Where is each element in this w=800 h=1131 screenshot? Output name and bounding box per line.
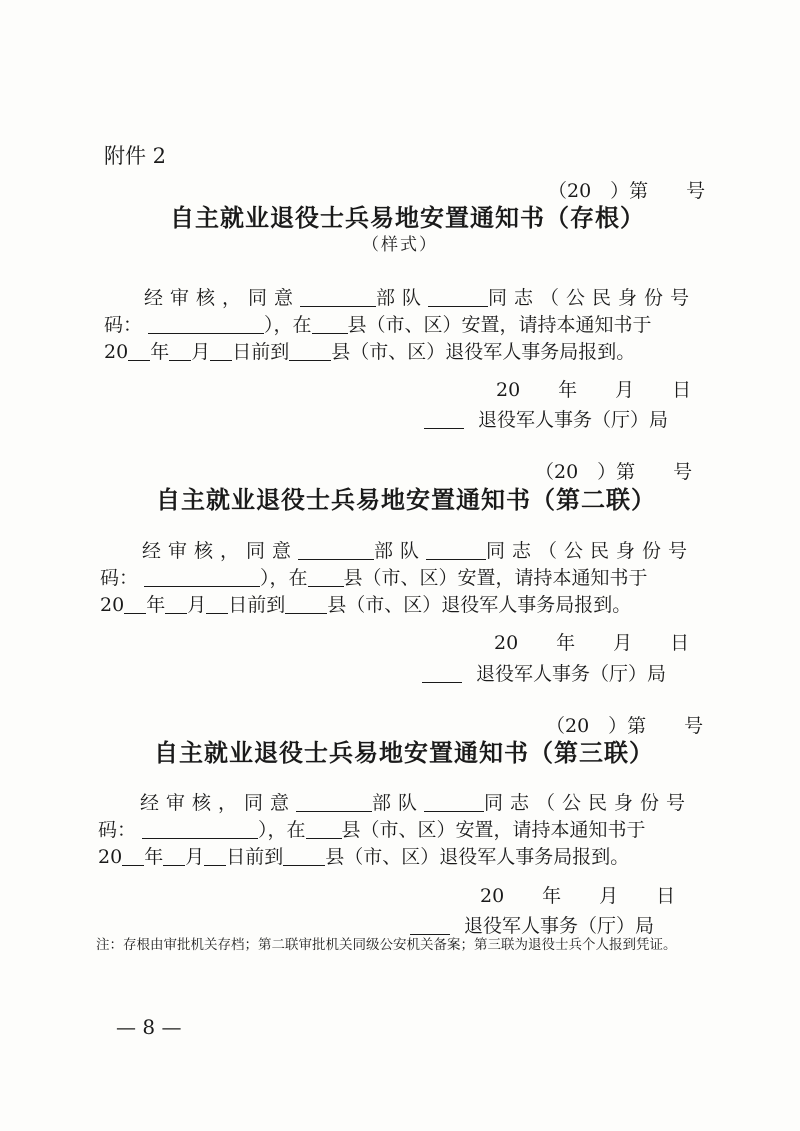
body-text: ），在 <box>264 314 312 336</box>
blank-year <box>122 847 144 866</box>
body-text: 码： <box>98 819 137 841</box>
blank-name <box>424 793 484 812</box>
notice-title: 自主就业退役士兵易地安置通知书（第二联） <box>156 485 656 514</box>
body-text: 县（市、区）退役军人事务局报到。 <box>327 594 632 616</box>
body-line-1 <box>144 283 696 310</box>
document-number-line: （20 ）第 号 <box>546 715 704 737</box>
blank-day <box>210 342 232 361</box>
blank-county <box>308 568 344 587</box>
body-text: 20 <box>100 594 125 616</box>
footnote: 注：存根由审批机关存档；第二联审批机关同级公安机关备案；第三联为退役士兵个人报到凭证。 <box>96 937 677 953</box>
blank-county <box>306 820 342 839</box>
body-text: 经审核，同意 <box>140 792 297 814</box>
body-text: 年 <box>144 846 164 868</box>
body-text: 年 <box>146 594 166 616</box>
notice-title: 自主就业退役士兵易地安置通知书（存根） <box>170 203 645 232</box>
body-text: 县（市、区）安置，请持本通知书于 <box>347 314 652 336</box>
blank-report-county <box>283 847 325 866</box>
blank-year <box>128 342 150 361</box>
blank-month <box>163 847 185 866</box>
body-text: 月 <box>185 846 205 868</box>
body-text: 县（市、区）安置，请持本通知书于 <box>343 567 648 589</box>
body-text: 部队 <box>374 540 427 562</box>
body-text: ），在 <box>260 567 308 589</box>
blank-name <box>428 288 488 307</box>
body-text: 县（市、区）安置，请持本通知书于 <box>341 819 646 841</box>
body-text: 同志（公民身份号 <box>486 540 695 562</box>
blank-unit <box>296 793 372 812</box>
blank-office <box>422 664 462 683</box>
blank-office <box>424 410 464 429</box>
blank-office <box>410 916 450 935</box>
issuing-office-line <box>424 405 668 432</box>
body-text: 部队 <box>376 287 429 309</box>
body-text: 月 <box>187 594 207 616</box>
blank-year <box>124 595 146 614</box>
notice-title: 自主就业退役士兵易地安置通知书（第三联） <box>154 738 654 767</box>
body-line-2 <box>100 563 648 590</box>
issuing-office-line <box>422 659 666 686</box>
page-number: — 8 — <box>116 1015 182 1039</box>
office-suffix: 退役军人事务（厅）局 <box>464 915 655 937</box>
blank-id-number <box>148 315 264 334</box>
body-text: 码： <box>100 567 139 589</box>
body-line-2 <box>104 310 652 337</box>
body-text: 20 <box>104 341 129 363</box>
blank-report-county <box>285 595 327 614</box>
body-text: 日前到 <box>228 594 286 616</box>
date-line: 20 年 月 日 <box>496 379 692 401</box>
document-number-line: （20 ）第 号 <box>548 180 706 202</box>
body-text: 日前到 <box>226 846 284 868</box>
blank-id-number <box>144 568 260 587</box>
blank-unit <box>300 288 376 307</box>
body-text: 县（市、区）退役军人事务局报到。 <box>331 341 636 363</box>
body-text: 20 <box>98 846 123 868</box>
blank-month <box>169 342 191 361</box>
body-text: 日前到 <box>232 341 290 363</box>
notice-subtitle: （样式） <box>362 235 438 255</box>
blank-day <box>206 595 228 614</box>
body-text: 县（市、区）退役军人事务局报到。 <box>325 846 630 868</box>
body-text: 经审核，同意 <box>142 540 299 562</box>
body-text: 部队 <box>372 792 425 814</box>
date-line: 20 年 月 日 <box>494 632 690 654</box>
blank-unit <box>298 541 374 560</box>
body-line-3 <box>104 337 635 364</box>
blank-day <box>204 847 226 866</box>
body-line-3 <box>98 842 629 869</box>
body-text: 年 <box>150 341 170 363</box>
body-line-3 <box>100 590 631 617</box>
body-text: ），在 <box>258 819 306 841</box>
blank-report-county <box>289 342 331 361</box>
blank-county <box>312 315 348 334</box>
date-line: 20 年 月 日 <box>480 885 676 907</box>
office-suffix: 退役军人事务（厅）局 <box>478 409 669 431</box>
body-text: 经审核，同意 <box>144 287 301 309</box>
office-suffix: 退役军人事务（厅）局 <box>476 663 667 685</box>
body-text: 月 <box>191 341 211 363</box>
issuing-office-line <box>410 911 654 938</box>
body-line-2 <box>98 815 646 842</box>
body-line-1 <box>140 788 692 815</box>
attachment-label: 附件 2 <box>104 144 167 168</box>
body-text: 同志（公民身份号 <box>484 792 693 814</box>
body-line-1 <box>142 536 694 563</box>
document-number-line: （20 ）第 号 <box>535 461 693 483</box>
blank-name <box>426 541 486 560</box>
body-text: 同志（公民身份号 <box>488 287 697 309</box>
blank-month <box>165 595 187 614</box>
blank-id-number <box>142 820 258 839</box>
body-text: 码： <box>104 314 143 336</box>
